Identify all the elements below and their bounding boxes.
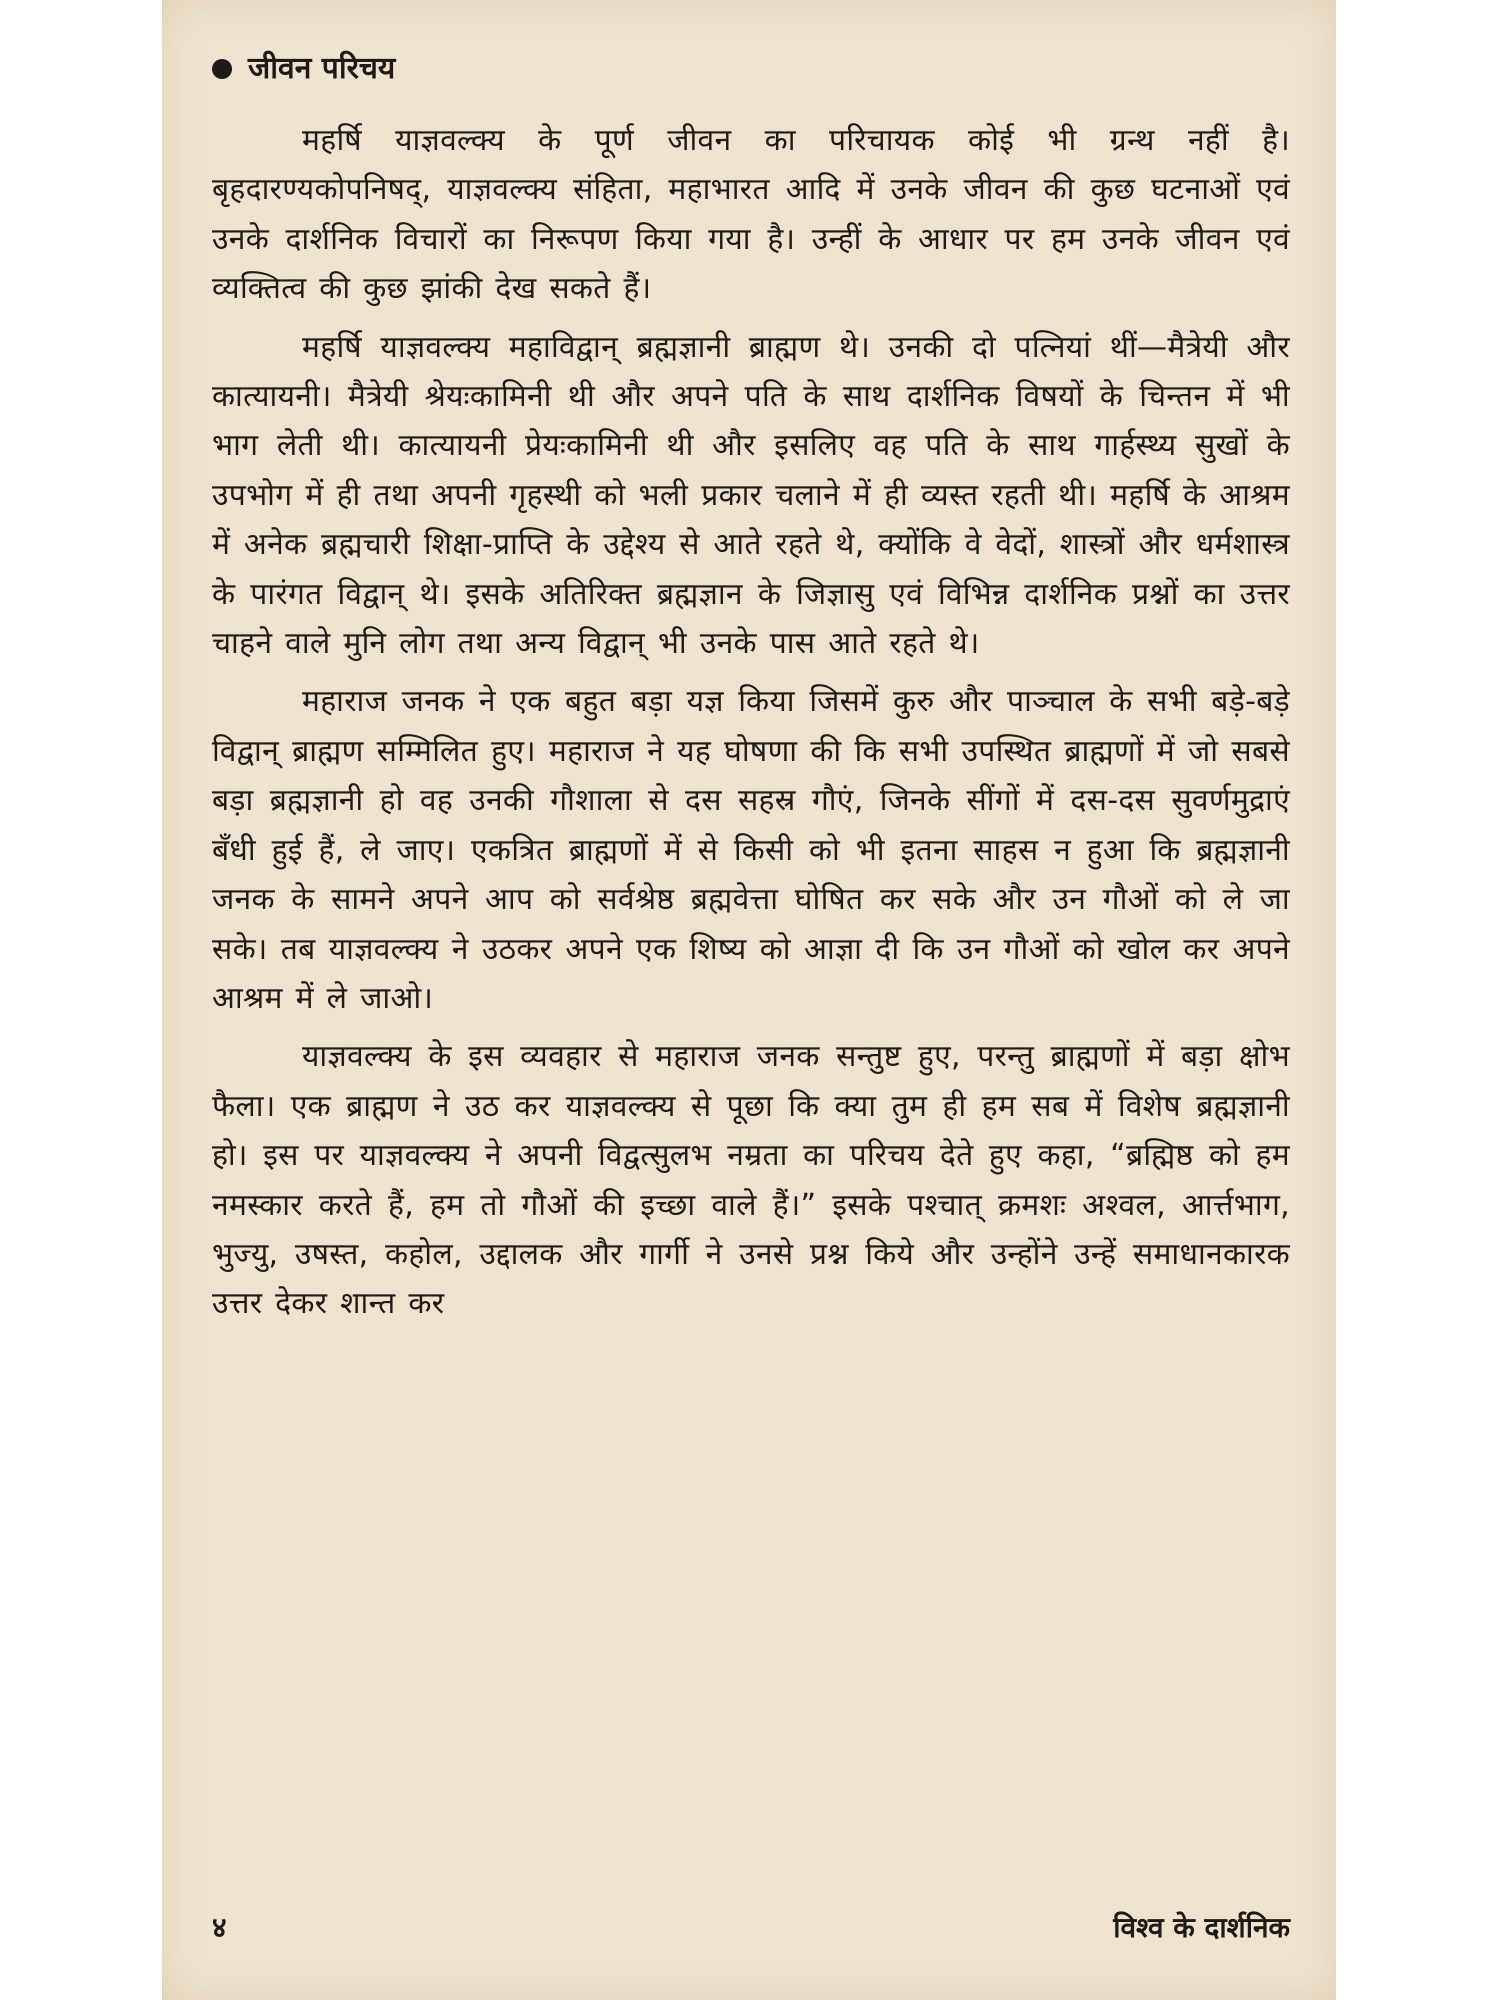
body-text (212, 116, 1290, 1338)
paragraph-4: याज्ञवल्क्य के इस व्यवहार से महाराज जनक सन्तुष्ट हुए, परन्तु ब्राह्मणों में बड़ा क्षोभ फैला। एक ब्राह्मण ने उठ कर याज्ञवल्क्य से पूछा कि क्या तुम ही हम सब में विशेष ब्रह्मज्ञानी हो। इस पर याज्ञवल्क्य ने अपनी विद्वत्सुलभ नम्रता का परिचय देते हुए कहा, “ब्रह्मिष्ठ को हम नमस्कार करते हैं, हम तो गौओं की इच्छा वाले हैं।” इसके पश्चात् क्रमशः अश्वल, आर्त्तभाग, भुज्यु, उषस्त, कहोल, उद्दालक और गार्गी ने उनसे प्रश्न किये और उन्होंने उन्हें समाधानकारक उत्तर देकर शान्त कर (212, 1039, 1290, 1322)
page-number: ४ (212, 1911, 227, 1944)
section-heading (212, 44, 395, 94)
paragraph-3: महाराज जनक ने एक बहुत बड़ा यज्ञ किया जिसमें कुरु और पाञ्चाल के सभी बड़े-बड़े विद्वान् ब्राह्मण सम्मिलित हुए। महाराज ने यह घोषणा की कि सभी उपस्थित ब्राह्मणों में जो सबसे बड़ा ब्रह्मज्ञानी हो वह उनकी गौशाला से दस सहस्र गौएं, जिनके सींगों में दस-दस सुवर्णमुद्राएं बँधी हुई हैं, ले जाए। एकत्रित ब्राह्मणों में से किसी को भी इतना साहस न हुआ कि ब्रह्मज्ञानी जनक के सामने अपने आप को सर्वश्रेष्ठ ब्रह्मवेत्ता घोषित कर सके और उन गौओं को ले जा सके। तब याज्ञवल्क्य ने उठकर अपने एक शिष्य को आज्ञा दी कि उन गौओं को खोल कर अपने आश्रम में ले जाओ। (212, 684, 1290, 1016)
running-footer-title: विश्व के दार्शनिक (1113, 1911, 1290, 1944)
section-heading-text: जीवन परिचय (248, 51, 396, 86)
paragraph-1: महर्षि याज्ञवल्क्य के पूर्ण जीवन का परिचायक कोई भी ग्रन्थ नहीं है। बृहदारण्यकोपनिषद्, याज्ञवल्क्य संहिता, महाभारत आदि में उनके जीवन की कुछ घटनाओं एवं उनके दार्शनिक विचारों का निरूपण किया गया है। उन्हीं के आधार पर हम उनके जीवन एवं व्यक्तित्व की कुछ झांकी देख सकते हैं। (212, 123, 1290, 307)
book-page (162, 0, 1336, 2000)
bullet-icon (212, 59, 232, 79)
paragraph-2: महर्षि याज्ञवल्क्य महाविद्वान् ब्रह्मज्ञानी ब्राह्मण थे। उनकी दो पत्नियां थीं—मैत्रेयी और कात्यायनी। मैत्रेयी श्रेयःकामिनी थी और अपने पति के साथ दार्शनिक विषयों के चिन्तन में भी भाग लेती थी। कात्यायनी प्रेयःकामिनी थी और इसलिए वह पति के साथ गार्हस्थ्य सुखों के उपभोग में ही तथा अपनी गृहस्थी को भली प्रकार चलाने में ही व्यस्त रहती थी। महर्षि के आश्रम में अनेक ब्रह्मचारी शिक्षा-प्राप्ति के उद्देश्य से आते रहते थे, क्योंकि वे वेदों, शास्त्रों और धर्मशास्त्र के पारंगत विद्वान् थे। इसके अतिरिक्त ब्रह्मज्ञान के जिज्ञासु एवं विभिन्न दार्शनिक प्रश्नों का उत्तर चाहने वाले मुनि लोग तथा अन्य विद्वान् भी उनके पास आते रहते थे। (212, 329, 1290, 662)
